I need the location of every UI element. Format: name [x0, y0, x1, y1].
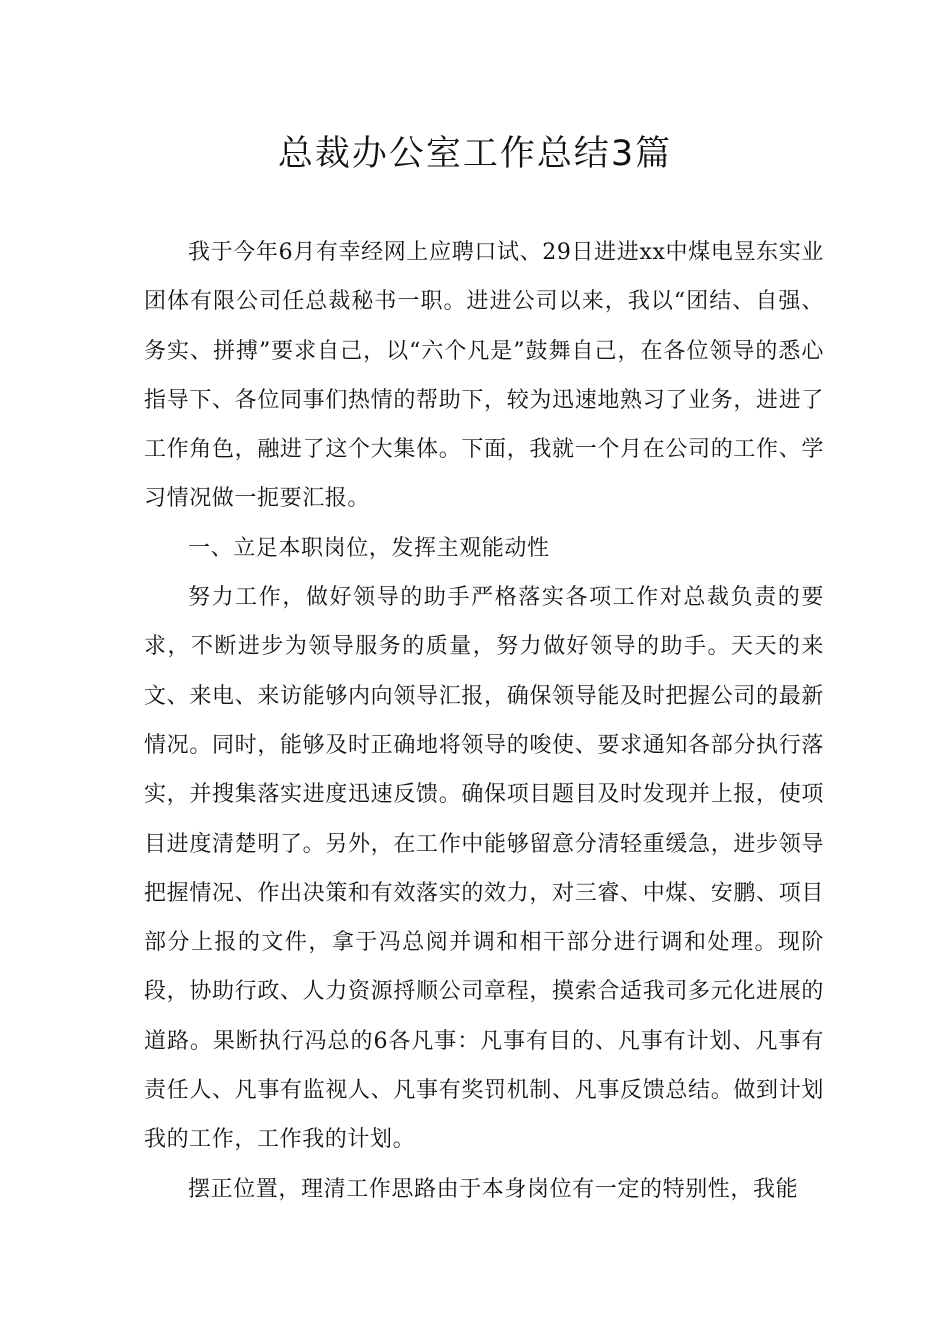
- section-heading-1: 一、立足本职岗位，发挥主观能动性: [188, 535, 550, 561]
- document-body: [144, 228, 824, 1214]
- paragraph-intro: 我于今年6月有幸经网上应聘口试、29日进进xx中煤电昱东实业团体有限公司任总裁秘书一职。进进公司以来，我以“团结、自强、务实、拼搏”要求自己，以“六个凡是”鼓舞自己，在各位领导的悉心指导下、各位同事们热情的帮助下，较为迅速地熟习了业务，进进了工作角色，融进了这个大集体。下面，我就一个月在公司的工作、学习情况做一扼要汇报。: [144, 240, 824, 512]
- paragraph-duties: 努力工作，做好领导的助手严格落实各项工作对总裁负责的要求，不断进步为领导服务的质量，努力做好领导的助手。天天的来文、来电、来访能够内向领导汇报，确保领导能及时把握公司的最新情况。同时，能够及时正确地将领导的唆使、要求通知各部分执行落实，并搜集落实进度迅速反馈。确保项目题目及时发现并上报，使项目进度清楚明了。另外，在工作中能够留意分清轻重缓急，进步领导把握情况、作出决策和有效落实的效力，对三睿、中煤、安鹏、项目部分上报的文件，拿于冯总阅并调和相干部分进行调和处理。现阶段，协助行政、人力资源捋顺公司章程，摸索合适我司多元化进展的道路。果断执行冯总的6各凡事：凡事有目的、凡事有计划、凡事有责任人、凡事有监视人、凡事有奖罚机制、凡事反馈总结。做到计划我的工作，工作我的计划。: [144, 585, 824, 1153]
- document-title: 总裁办公室工作总结3篇: [277, 134, 673, 174]
- paragraph-position: 摆正位置，理清工作思路由于本身岗位有一定的特别性，我能: [188, 1176, 799, 1202]
